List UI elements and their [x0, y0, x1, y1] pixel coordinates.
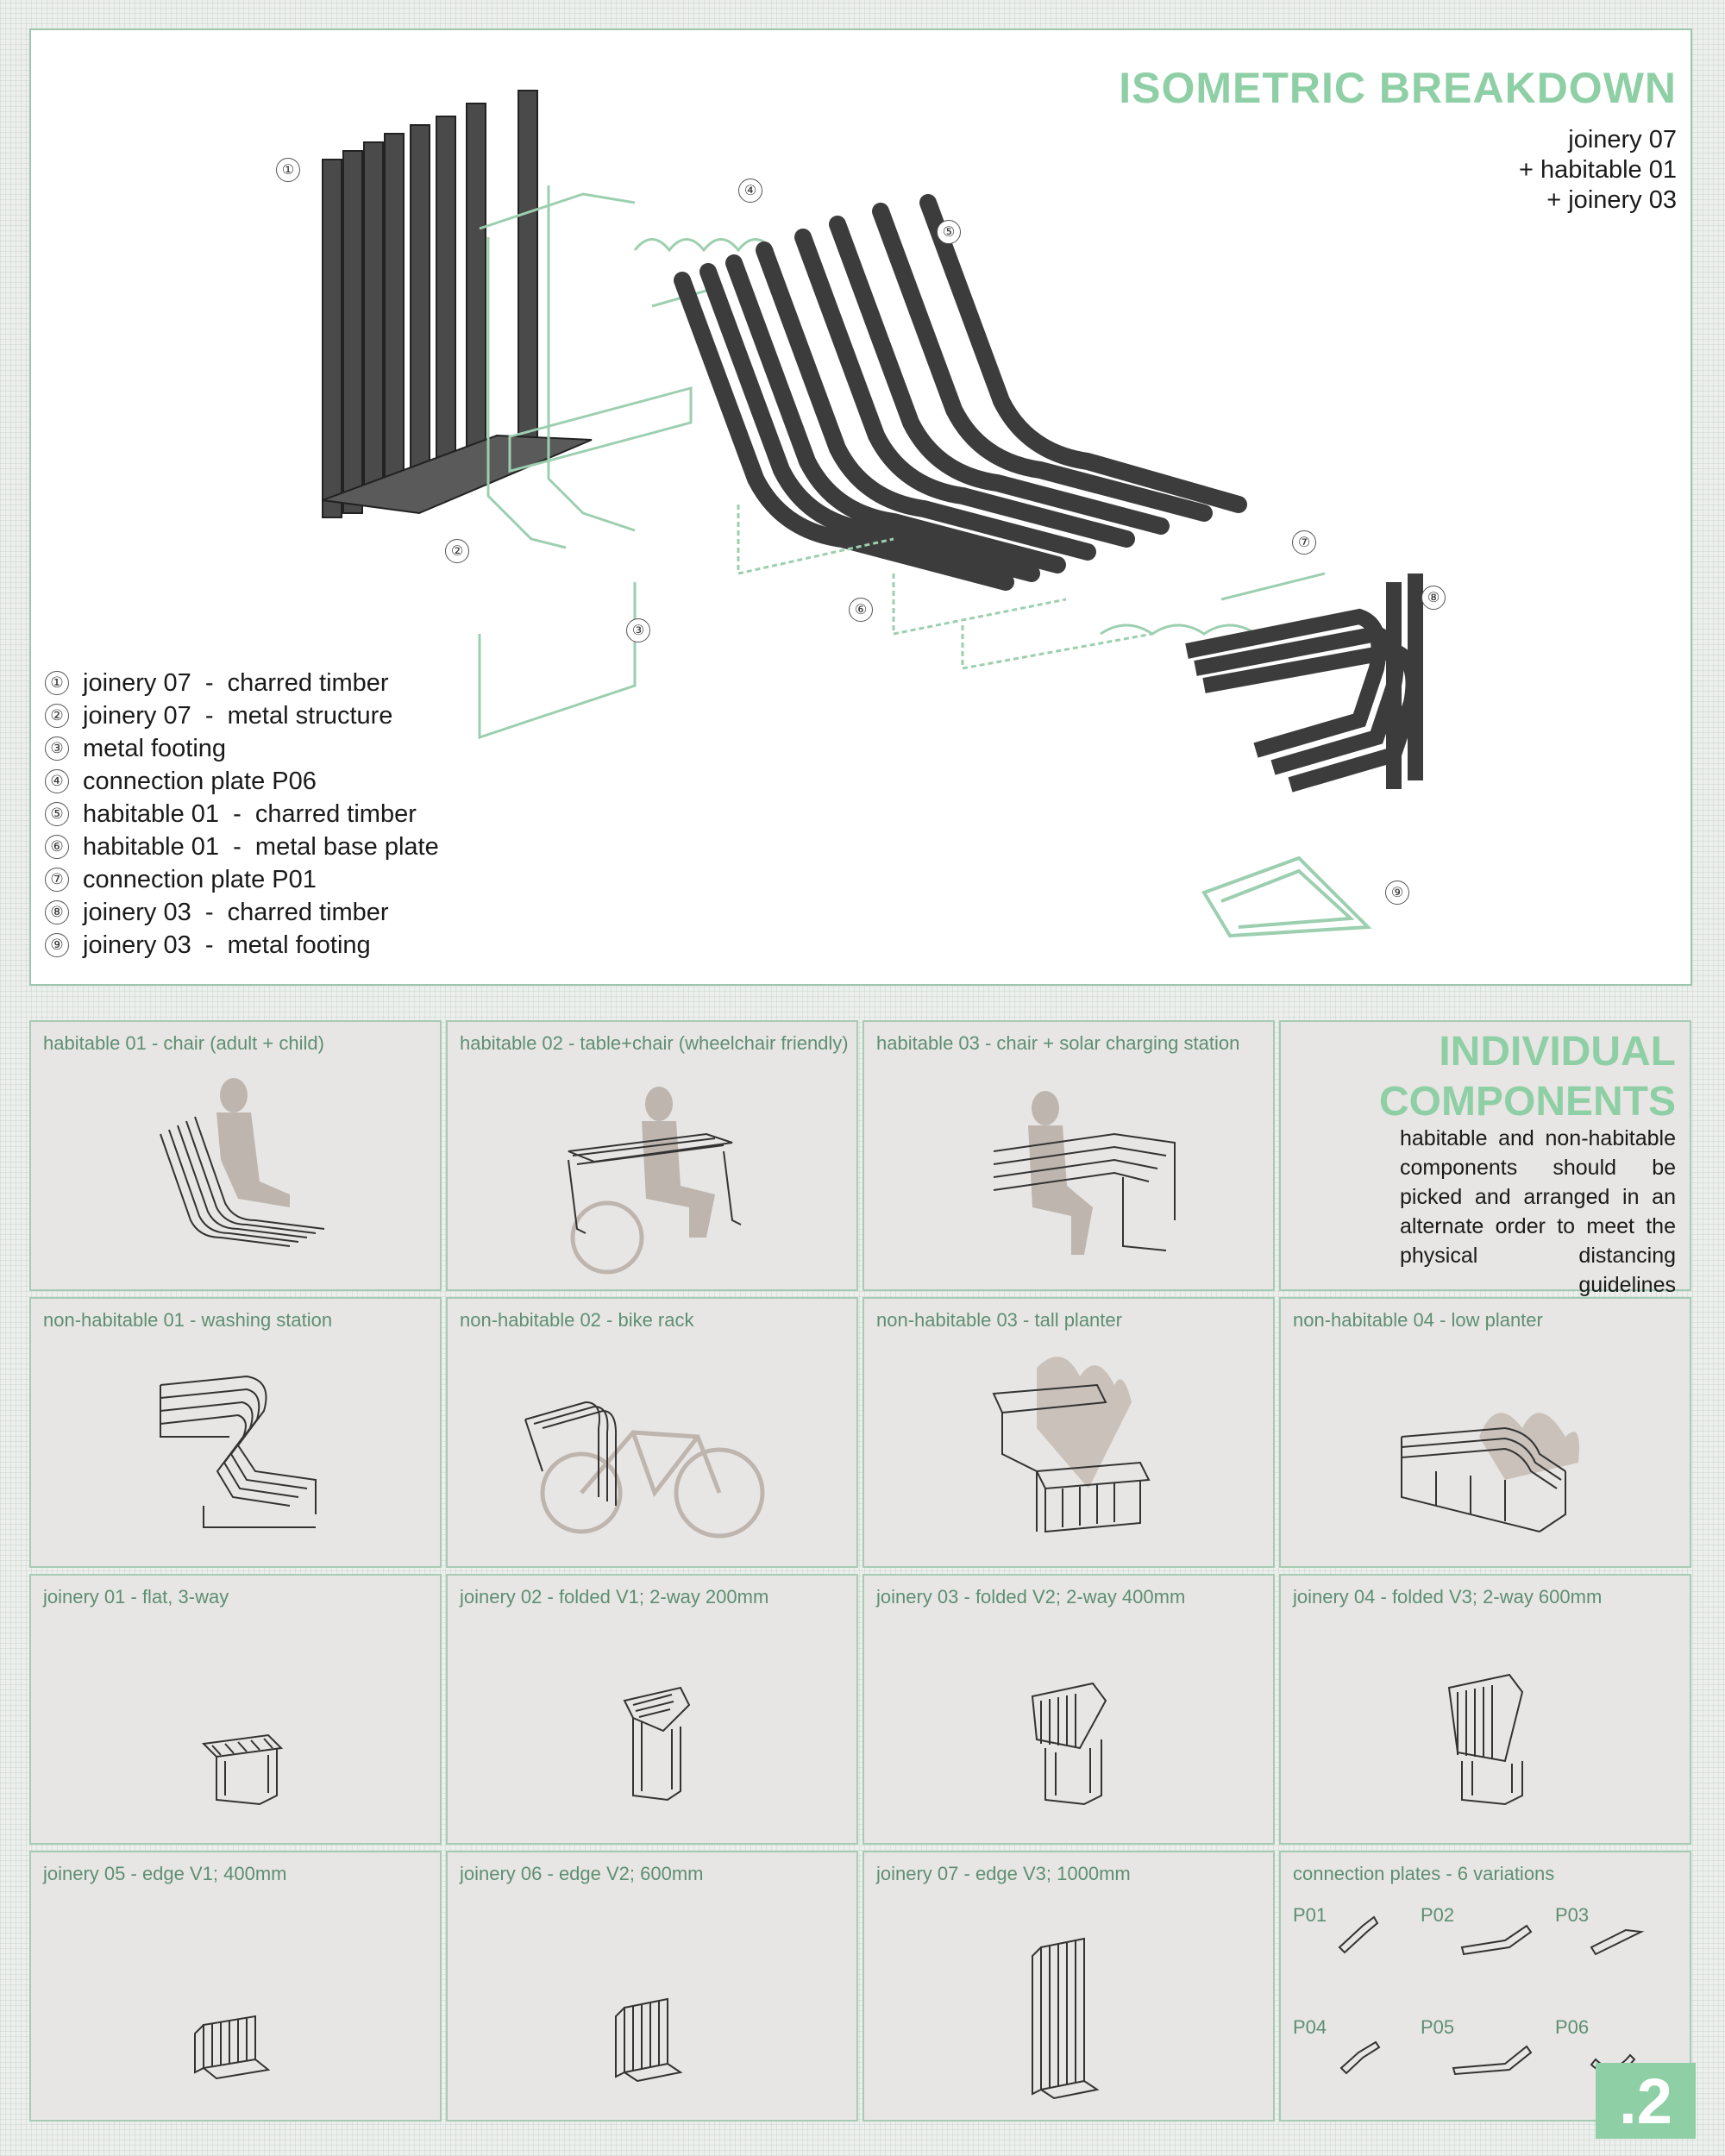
cell-habitable-01: [29, 1020, 442, 1291]
cell-label: joinery 06 - edge V2; 600mm: [460, 1863, 704, 1884]
joinery-06-illustration: [448, 1852, 856, 2120]
legend-text: connection plate P06: [83, 767, 317, 795]
cell-non-habitable-01: [29, 1297, 442, 1568]
components-title-line: COMPONENTS: [1378, 1079, 1676, 1125]
legend-text: joinery 03 - metal footing: [83, 931, 371, 959]
joinery-03-timber: [1187, 573, 1415, 789]
legend-item: [45, 863, 439, 896]
plate-label-p01: P01: [1293, 1904, 1327, 1926]
cell-label: non-habitable 04 - low planter: [1293, 1309, 1543, 1331]
cell-joinery-01: [29, 1574, 442, 1845]
tall-planter-illustration: [864, 1299, 1273, 1566]
legend-item: [45, 798, 439, 830]
isometric-title: ISOMETRIC BREAKDOWN: [1119, 64, 1677, 112]
legend-item: [45, 830, 439, 863]
chair-illustration: [31, 1022, 440, 1289]
plate-label-p05: P05: [1421, 2016, 1455, 2038]
components-title-line: INDIVIDUAL: [1439, 1029, 1676, 1075]
legend-item: [45, 765, 439, 798]
legend-text: joinery 03 - charred timber: [83, 898, 389, 926]
plate-label-p06: P06: [1555, 2016, 1590, 2038]
legend-item: [45, 929, 439, 962]
joinery-03-metal: [1204, 858, 1368, 936]
cell-label: habitable 01 - chair (adult + child): [43, 1032, 324, 1054]
legend-number: ⑧: [45, 900, 69, 924]
cell-label: non-habitable 01 - washing station: [43, 1309, 333, 1331]
callout-1: ①: [276, 158, 300, 182]
cell-joinery-05: [29, 1851, 442, 2122]
parts-legend: [45, 667, 439, 962]
callout-4: ④: [738, 179, 762, 203]
legend-item: [45, 732, 439, 765]
joinery-01-illustration: [31, 1576, 440, 1843]
cell-components-info: [1279, 1020, 1691, 1297]
plate-label-p04: P04: [1293, 2016, 1327, 2038]
legend-text: joinery 07 - charred timber: [83, 668, 389, 697]
cell-joinery-07: [862, 1851, 1275, 2122]
joinery-04-illustration: [1281, 1576, 1690, 1843]
legend-item: [45, 667, 439, 699]
joinery-02-illustration: [448, 1576, 856, 1843]
cell-non-habitable-03: [862, 1297, 1275, 1568]
legend-text: habitable 01 - metal base plate: [83, 832, 439, 861]
legend-number: ④: [45, 769, 69, 793]
isometric-panel: [29, 28, 1692, 986]
joinery-07-timber: [323, 91, 592, 517]
callout-7: ⑦: [1292, 530, 1316, 555]
low-planter-illustration: [1281, 1299, 1690, 1566]
components-description: habitable and non-habitable components should be picked and arranged in an alternate order to meet the physical distancing guidelines: [1400, 1126, 1676, 1297]
legend-text: metal footing: [83, 734, 227, 762]
plate-label-p03: P03: [1555, 1904, 1590, 1926]
page-number: .2: [1596, 2063, 1696, 2139]
callout-3: ③: [626, 618, 650, 642]
table-chair-illustration: [448, 1022, 856, 1289]
legend-number: ①: [45, 671, 69, 695]
cell-non-habitable-04: [1279, 1297, 1691, 1568]
callout-9: ⑨: [1385, 881, 1409, 905]
cell-label: non-habitable 02 - bike rack: [460, 1309, 694, 1331]
cell-label: non-habitable 03 - tall planter: [876, 1309, 1122, 1331]
subtitle-line: + habitable 01: [1518, 156, 1677, 184]
legend-number: ③: [45, 736, 69, 761]
cell-joinery-03: [862, 1574, 1275, 1845]
legend-text: connection plate P01: [83, 865, 317, 893]
components-title: [1379, 1027, 1676, 1127]
legend-item: [45, 699, 439, 732]
cell-label: joinery 04 - folded V3; 2-way 600mm: [1293, 1586, 1603, 1608]
cell-non-habitable-02: [446, 1297, 858, 1568]
habitable-01-timber: [682, 203, 1239, 582]
plate-label-p02: P02: [1421, 1904, 1455, 1926]
cell-joinery-04: [1279, 1574, 1691, 1845]
joinery-03-illustration: [864, 1576, 1273, 1843]
washing-station-illustration: [31, 1299, 440, 1566]
subtitle-line: + joinery 03: [1546, 186, 1677, 214]
callout-2: ②: [445, 539, 469, 563]
legend-number: ⑥: [45, 835, 69, 859]
legend-text: joinery 07 - metal structure: [83, 701, 393, 730]
joinery-07-illustration: [864, 1852, 1273, 2120]
cell-label: joinery 07 - edge V3; 1000mm: [876, 1863, 1131, 1884]
cell-label: habitable 02 - table+chair (wheelchair friendly): [460, 1032, 849, 1054]
legend-item: [45, 896, 439, 929]
subtitle-line: joinery 07: [1568, 126, 1677, 154]
legend-text: habitable 01 - charred timber: [83, 799, 417, 828]
cell-joinery-06: [446, 1851, 858, 2122]
cell-label: joinery 01 - flat, 3-way: [43, 1586, 229, 1608]
legend-number: ⑦: [45, 868, 69, 892]
solar-chair-illustration: [864, 1022, 1273, 1289]
legend-number: ⑨: [45, 933, 69, 957]
cell-label: joinery 03 - folded V2; 2-way 400mm: [876, 1586, 1186, 1608]
legend-number: ⑤: [45, 802, 69, 826]
callout-8: ⑧: [1421, 586, 1446, 610]
cell-label: joinery 02 - folded V1; 2-way 200mm: [460, 1586, 769, 1608]
cell-habitable-03: [862, 1020, 1275, 1291]
legend-number: ②: [45, 704, 69, 728]
callout-6: ⑥: [849, 598, 873, 622]
bike-rack-illustration: [448, 1299, 856, 1566]
cell-label: habitable 03 - chair + solar charging station: [876, 1032, 1240, 1054]
cell-label: connection plates - 6 variations: [1293, 1863, 1555, 1884]
joinery-05-illustration: [31, 1852, 440, 2120]
callout-5: ⑤: [937, 220, 961, 244]
cell-joinery-02: [446, 1574, 858, 1845]
cell-habitable-02: [446, 1020, 858, 1291]
cell-label: joinery 05 - edge V1; 400mm: [43, 1863, 287, 1884]
